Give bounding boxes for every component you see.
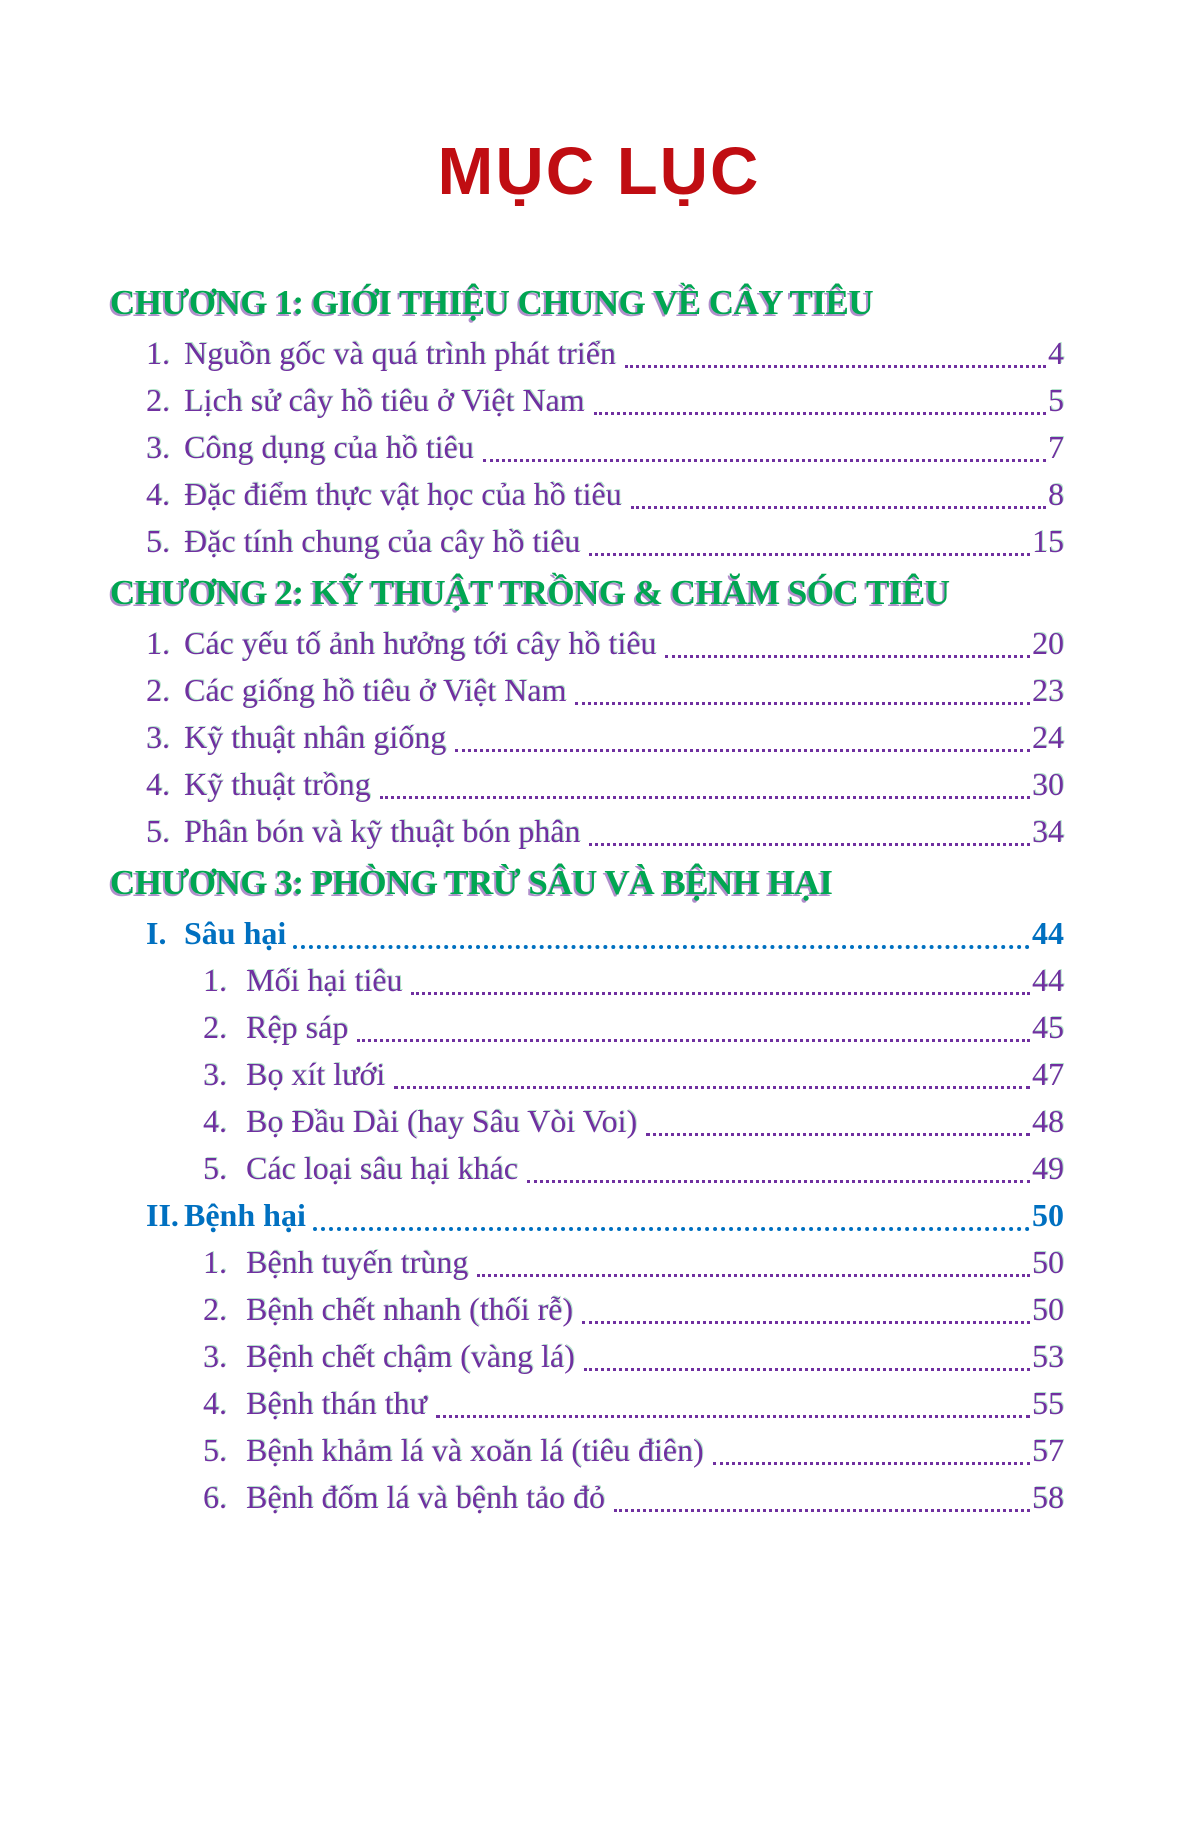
toc-entry-number: 3. (203, 1056, 227, 1092)
toc-entry-page-number: 7 (1048, 429, 1064, 465)
toc-entry-number: 2. (203, 1291, 227, 1327)
toc-entry-title: Sâu hại (184, 915, 287, 951)
dotted-leader (455, 749, 1030, 752)
toc-entry-page-number: 5 (1048, 382, 1064, 418)
dotted-leader (436, 1415, 1030, 1418)
toc-entry-title: Mối hại tiêu (246, 962, 403, 998)
toc-entry-number: 4. (203, 1103, 227, 1139)
toc-entry-page-number: 8 (1048, 476, 1064, 512)
dotted-leader (584, 1368, 1030, 1371)
toc-entry-number: 3. (146, 429, 170, 465)
toc-entry-number: 4. (146, 766, 170, 802)
toc-entry (110, 1286, 1064, 1333)
toc-entry-number: 6. (203, 1479, 227, 1515)
toc-entry-title: Rệp sáp (246, 1009, 349, 1045)
toc-entry (110, 1380, 1064, 1427)
toc-entry-title: Các loại sâu hại khác (246, 1150, 518, 1186)
dotted-leader (631, 506, 1046, 509)
toc-entry-page-number: 47 (1032, 1056, 1064, 1092)
toc-entry-page-number: 24 (1032, 719, 1064, 755)
toc-entry-title: Bệnh khảm lá và xoăn lá (tiêu điên) (246, 1432, 704, 1468)
toc-chapter-label: CHƯƠNG 3: PHÒNG TRỪ SÂU VÀ BỆNH HẠI (110, 863, 833, 902)
toc-entry (110, 1474, 1064, 1521)
toc-list (110, 275, 1064, 1521)
toc-entry-number: 1. (146, 335, 170, 371)
toc-entry-page-number: 58 (1032, 1479, 1064, 1515)
toc-chapter-heading (110, 275, 1064, 330)
toc-entry-number: 5. (146, 813, 170, 849)
toc-entry-number: 4. (146, 476, 170, 512)
toc-entry-title: Bệnh hại (184, 1197, 306, 1233)
toc-chapter-heading (110, 565, 1064, 620)
toc-entry-title: Bệnh đốm lá và bệnh tảo đỏ (246, 1479, 606, 1515)
dotted-leader (380, 796, 1030, 799)
dotted-leader (575, 702, 1030, 705)
toc-chapter-label: CHƯƠNG 1: GIỚI THIỆU CHUNG VỀ CÂY TIÊU (110, 283, 874, 322)
toc-entry-page-number: 57 (1032, 1432, 1064, 1468)
toc-entry-number: 2. (146, 382, 170, 418)
toc-entry-page-number: 4 (1048, 335, 1064, 371)
toc-entry (110, 518, 1064, 565)
toc-entry (110, 1427, 1064, 1474)
toc-entry-number: 1. (146, 625, 170, 661)
toc-entry-number: 1. (203, 962, 227, 998)
dotted-leader (357, 1039, 1030, 1042)
toc-entry-title: Kỹ thuật trồng (184, 766, 371, 802)
dotted-leader (313, 1227, 1030, 1231)
toc-entry (110, 1004, 1064, 1051)
toc-entry-title: Kỹ thuật nhân giống (184, 719, 447, 755)
toc-entry-page-number: 15 (1032, 523, 1064, 559)
toc-entry-number: 2. (146, 672, 170, 708)
toc-entry-title: Phân bón và kỹ thuật bón phân (184, 813, 581, 849)
dotted-leader (394, 1086, 1030, 1089)
toc-entry (110, 957, 1064, 1004)
toc-entry-title: Bệnh tuyến trùng (246, 1244, 469, 1280)
dotted-leader (589, 843, 1030, 846)
toc-entry (110, 1192, 1064, 1239)
toc-entry-number: 1. (203, 1244, 227, 1280)
dotted-leader (582, 1321, 1030, 1324)
toc-entry (110, 910, 1064, 957)
toc-entry-number: II. (146, 1197, 179, 1233)
toc-entry (110, 1145, 1064, 1192)
dotted-leader (527, 1180, 1030, 1183)
toc-entry (110, 1098, 1064, 1145)
dotted-leader (713, 1462, 1030, 1465)
toc-entry-title: Các yếu tố ảnh hưởng tới cây hồ tiêu (184, 625, 657, 661)
toc-entry-title: Bọ Đầu Dài (hay Sâu Vòi Voi) (246, 1103, 638, 1139)
toc-entry (110, 1051, 1064, 1098)
toc-entry-number: 5. (203, 1432, 227, 1468)
toc-entry-title: Lịch sử cây hồ tiêu ở Việt Nam (184, 382, 585, 418)
dotted-leader (293, 945, 1030, 949)
dotted-leader (646, 1133, 1030, 1136)
toc-entry-page-number: 23 (1032, 672, 1064, 708)
toc-entry (110, 424, 1064, 471)
toc-entry-page-number: 53 (1032, 1338, 1064, 1374)
toc-entry-page-number: 30 (1032, 766, 1064, 802)
dotted-leader (614, 1509, 1030, 1512)
toc-entry-page-number: 55 (1032, 1385, 1064, 1421)
toc-entry-title: Bệnh chết nhanh (thối rễ) (246, 1291, 573, 1327)
toc-entry-number: I. (146, 915, 167, 951)
toc-entry (110, 667, 1064, 714)
toc-entry-number: 5. (146, 523, 170, 559)
toc-entry-page-number: 50 (1032, 1244, 1064, 1280)
toc-entry-page-number: 44 (1032, 915, 1064, 951)
toc-entry-title: Các giống hồ tiêu ở Việt Nam (184, 672, 567, 708)
dotted-leader (594, 412, 1046, 415)
page-title: MỤC LỤC (437, 134, 761, 209)
dotted-leader (411, 992, 1030, 995)
toc-entry-page-number: 49 (1032, 1150, 1064, 1186)
toc-entry (110, 1239, 1064, 1286)
toc-entry-page-number: 45 (1032, 1009, 1064, 1045)
toc-entry-page-number: 48 (1032, 1103, 1064, 1139)
dotted-leader (589, 553, 1030, 556)
toc-entry (110, 714, 1064, 761)
dotted-leader (477, 1274, 1030, 1277)
toc-entry-number: 2. (203, 1009, 227, 1045)
toc-entry-number: 5. (203, 1150, 227, 1186)
toc-entry-page-number: 44 (1032, 962, 1064, 998)
toc-entry-page-number: 50 (1032, 1291, 1064, 1327)
dotted-leader (483, 459, 1046, 462)
toc-entry (110, 377, 1064, 424)
toc-entry (110, 761, 1064, 808)
toc-entry (110, 620, 1064, 667)
toc-entry (110, 471, 1064, 518)
toc-entry-title: Bệnh chết chậm (vàng lá) (246, 1338, 575, 1374)
toc-entry-title: Nguồn gốc và quá trình phát triển (184, 335, 616, 371)
toc-entry-number: 3. (146, 719, 170, 755)
toc-entry-title: Đặc tính chung của cây hồ tiêu (184, 523, 581, 559)
dotted-leader (665, 655, 1030, 658)
toc-entry-page-number: 34 (1032, 813, 1064, 849)
toc-entry (110, 808, 1064, 855)
toc-entry-number: 4. (203, 1385, 227, 1421)
toc-entry (110, 1333, 1064, 1380)
dotted-leader (625, 365, 1046, 368)
toc-entry-title: Công dụng của hồ tiêu (184, 429, 474, 465)
toc-entry-number: 3. (203, 1338, 227, 1374)
toc-chapter-heading (110, 855, 1064, 910)
toc-entry-page-number: 20 (1032, 625, 1064, 661)
toc-entry-title: Đặc điểm thực vật học của hồ tiêu (184, 476, 622, 512)
toc-entry-title: Bọ xít lưới (246, 1056, 386, 1092)
toc-entry-title: Bệnh thán thư (246, 1385, 427, 1421)
toc-entry (110, 330, 1064, 377)
toc-entry-page-number: 50 (1032, 1197, 1064, 1233)
toc-page (0, 134, 1198, 1848)
toc-chapter-label: CHƯƠNG 2: KỸ THUẬT TRỒNG & CHĂM SÓC TIÊU (110, 573, 950, 612)
